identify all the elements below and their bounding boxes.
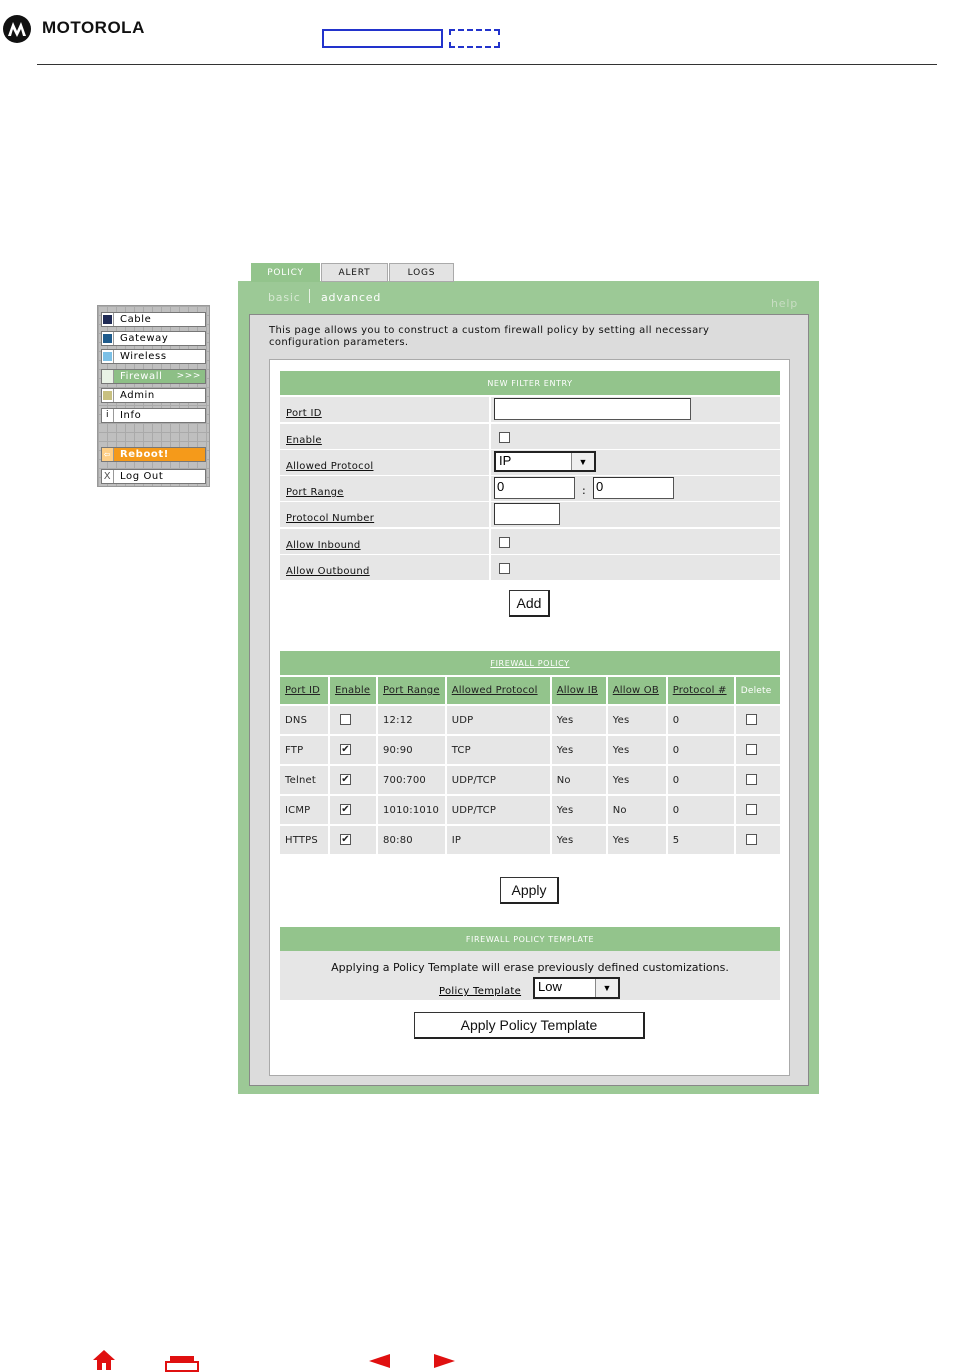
- home-icon[interactable]: [92, 1349, 116, 1371]
- protocol-cell: IP: [447, 824, 552, 854]
- policy-template-label[interactable]: Policy Template: [439, 986, 522, 997]
- row-delete-checkbox[interactable]: [746, 834, 757, 845]
- allow-ob-cell: Yes: [608, 764, 668, 794]
- next-arrow-icon[interactable]: [433, 1354, 455, 1368]
- nav-item-wireless[interactable]: [101, 349, 206, 364]
- port-range-label[interactable]: Port Range: [286, 487, 344, 498]
- nav-item-gateway[interactable]: [101, 331, 206, 346]
- port-range-cell: 1010:1010: [378, 794, 447, 824]
- nav-item-label: Admin: [120, 390, 155, 401]
- tab-alert[interactable]: ALERT: [321, 263, 388, 282]
- filter-row-allow-outbound: [280, 555, 780, 580]
- square-icon: [102, 389, 114, 402]
- row-enable-checkbox[interactable]: ✔: [341, 744, 350, 756]
- close-icon: X: [102, 470, 114, 483]
- row-divider: [489, 555, 491, 580]
- port-range-cell: 80:80: [378, 824, 447, 854]
- allow-ob-cell: Yes: [608, 704, 668, 734]
- col-allow-ib[interactable]: Allow IB: [552, 677, 608, 704]
- nav-item-label: Info: [120, 410, 142, 421]
- subnav-advanced-link[interactable]: advanced: [321, 291, 382, 304]
- motorola-logo-icon: [2, 14, 32, 44]
- row-divider: [489, 397, 491, 422]
- template-title: FIREWALL POLICY TEMPLATE: [280, 927, 780, 951]
- enable-cell: [330, 824, 378, 854]
- square-icon: [102, 332, 114, 345]
- port-range-from-input[interactable]: 0: [494, 477, 575, 499]
- row-divider: [489, 424, 491, 449]
- subnav-basic-link[interactable]: basic: [268, 291, 301, 304]
- row-delete-checkbox[interactable]: [746, 714, 757, 725]
- print-icon[interactable]: [165, 1356, 199, 1372]
- protocol-cell: TCP: [447, 734, 552, 764]
- protocol-cell: UDP/TCP: [447, 794, 552, 824]
- square-icon: [102, 313, 114, 326]
- port-id-input[interactable]: [494, 398, 691, 420]
- side-nav: [97, 305, 210, 487]
- info-icon: i: [102, 409, 114, 422]
- enable-cell: [330, 764, 378, 794]
- row-divider: [489, 476, 491, 501]
- template-area: [280, 951, 780, 1000]
- row-enable-checkbox[interactable]: ✔: [341, 774, 350, 786]
- allowed-protocol-select[interactable]: [494, 451, 596, 472]
- help-link[interactable]: help: [771, 297, 798, 310]
- allow-ib-cell: Yes: [552, 824, 608, 854]
- col-allow-ob[interactable]: Allow OB: [608, 677, 668, 704]
- filter-row-protocol: [280, 450, 780, 475]
- protocol-number-label[interactable]: Protocol Number: [286, 513, 375, 524]
- allowed-protocol-value: IP: [499, 453, 512, 468]
- allow-ob-cell: No: [608, 794, 668, 824]
- table-row: [280, 734, 780, 764]
- col-allowed-protocol[interactable]: Allowed Protocol: [447, 677, 552, 704]
- row-divider: [489, 502, 491, 527]
- tab-logs[interactable]: LOGS: [389, 263, 454, 282]
- row-enable-checkbox[interactable]: ✔: [341, 834, 350, 846]
- allow-ib-cell: Yes: [552, 794, 608, 824]
- delete-cell: [736, 764, 780, 794]
- port-range-cell: 700:700: [378, 764, 447, 794]
- nav-item-firewall[interactable]: [101, 369, 206, 384]
- new-filter-title: NEW FILTER ENTRY: [280, 371, 780, 395]
- enable-checkbox[interactable]: [499, 432, 510, 443]
- square-icon: [102, 370, 114, 383]
- port-id-cell: DNS: [280, 704, 330, 734]
- col-port-id[interactable]: Port ID: [280, 677, 330, 704]
- firewall-policy-table: [280, 677, 780, 854]
- enable-cell: [330, 794, 378, 824]
- protocol-num-cell: 0: [668, 794, 736, 824]
- allow-outbound-checkbox[interactable]: [499, 563, 510, 574]
- nav-item-logout[interactable]: [101, 469, 206, 484]
- subnav-divider: [309, 289, 310, 303]
- port-id-cell: HTTPS: [280, 824, 330, 854]
- header-link-box-dashed[interactable]: [449, 29, 500, 48]
- add-button[interactable]: Add: [509, 590, 550, 617]
- delete-cell: [736, 704, 780, 734]
- port-id-cell: FTP: [280, 734, 330, 764]
- nav-item-cable[interactable]: [101, 312, 206, 327]
- nav-item-label: Cable: [120, 314, 152, 325]
- row-enable-checkbox[interactable]: ✔: [341, 804, 350, 816]
- table-row: [280, 794, 780, 824]
- chevron-right-icon: >>>: [176, 371, 201, 381]
- protocol-num-cell: 0: [668, 764, 736, 794]
- row-delete-checkbox[interactable]: [746, 744, 757, 755]
- tab-policy[interactable]: POLICY: [251, 263, 320, 282]
- enable-cell: [330, 704, 378, 734]
- row-delete-checkbox[interactable]: [746, 804, 757, 815]
- template-note: Applying a Policy Template will erase previously defined customizations.: [331, 961, 729, 974]
- header-link-box[interactable]: [322, 29, 443, 48]
- nav-item-label: Wireless: [120, 351, 167, 362]
- allowed-protocol-label[interactable]: Allowed Protocol: [286, 461, 374, 472]
- allow-inbound-label[interactable]: Allow Inbound: [286, 540, 361, 551]
- port-range-to-input[interactable]: 0: [593, 477, 674, 499]
- protocol-cell: UDP/TCP: [447, 764, 552, 794]
- nav-item-admin[interactable]: [101, 388, 206, 403]
- protocol-num-cell: 0: [668, 704, 736, 734]
- chevron-down-icon[interactable]: ▼: [595, 979, 618, 997]
- brand-name: MOTOROLA: [42, 18, 145, 37]
- table-header-row: [280, 677, 780, 704]
- protocol-num-cell: 0: [668, 734, 736, 764]
- allow-ib-cell: Yes: [552, 734, 608, 764]
- enable-cell: [330, 734, 378, 764]
- policy-template-select[interactable]: [533, 977, 620, 999]
- intro-text: This page allows you to construct a custom firewall policy by setting all necessary configuration parameters.: [269, 325, 710, 348]
- filter-row-protocol-number: [280, 502, 780, 527]
- allow-ob-cell: Yes: [608, 734, 668, 764]
- filter-row-port-id: [280, 397, 780, 422]
- chevron-down-icon[interactable]: ▼: [571, 453, 594, 470]
- row-divider: [489, 450, 491, 475]
- table-row: [280, 704, 780, 734]
- allow-ib-cell: No: [552, 764, 608, 794]
- table-row: [280, 824, 780, 854]
- delete-cell: [736, 824, 780, 854]
- port-id-label[interactable]: Port ID: [286, 408, 322, 419]
- firewall-policy-title[interactable]: FIREWALL POLICY: [280, 651, 780, 675]
- allow-inbound-checkbox[interactable]: [499, 537, 510, 548]
- port-id-cell: Telnet: [280, 764, 330, 794]
- nav-item-label: Reboot!: [120, 449, 169, 460]
- prev-arrow-icon[interactable]: [369, 1354, 391, 1368]
- nav-item-info[interactable]: [101, 408, 206, 423]
- allow-ib-cell: Yes: [552, 704, 608, 734]
- enable-label[interactable]: Enable: [286, 435, 322, 446]
- col-protocol-num[interactable]: Protocol #: [668, 677, 736, 704]
- protocol-num-cell: 5: [668, 824, 736, 854]
- nav-item-reboot[interactable]: [101, 447, 206, 462]
- port-id-cell: ICMP: [280, 794, 330, 824]
- row-enable-checkbox[interactable]: [340, 714, 351, 725]
- reboot-icon: ⇦: [102, 448, 114, 461]
- protocol-number-input[interactable]: [494, 503, 560, 525]
- delete-cell: [736, 794, 780, 824]
- nav-item-label: Gateway: [120, 333, 169, 344]
- apply-button[interactable]: Apply: [500, 877, 559, 904]
- allow-outbound-label[interactable]: Allow Outbound: [286, 566, 370, 577]
- allow-ob-cell: Yes: [608, 824, 668, 854]
- port-range-cell: 90:90: [378, 734, 447, 764]
- row-divider: [489, 529, 491, 554]
- row-delete-checkbox[interactable]: [746, 774, 757, 785]
- filter-row-port-range: [280, 476, 780, 501]
- filter-row-allow-inbound: [280, 529, 780, 554]
- port-range-separator: :: [582, 484, 586, 497]
- port-range-cell: 12:12: [378, 704, 447, 734]
- table-row: [280, 764, 780, 794]
- square-icon: [102, 350, 114, 363]
- header-divider: [37, 64, 937, 65]
- nav-item-label: Firewall: [120, 371, 163, 382]
- filter-row-enable: [280, 424, 780, 449]
- policy-template-value: Low: [538, 979, 562, 994]
- col-enable[interactable]: Enable: [330, 677, 378, 704]
- apply-policy-template-button[interactable]: Apply Policy Template: [414, 1012, 645, 1039]
- nav-item-label: Log Out: [120, 471, 164, 482]
- col-port-range[interactable]: Port Range: [378, 677, 447, 704]
- col-delete: Delete: [736, 677, 780, 704]
- delete-cell: [736, 734, 780, 764]
- protocol-cell: UDP: [447, 704, 552, 734]
